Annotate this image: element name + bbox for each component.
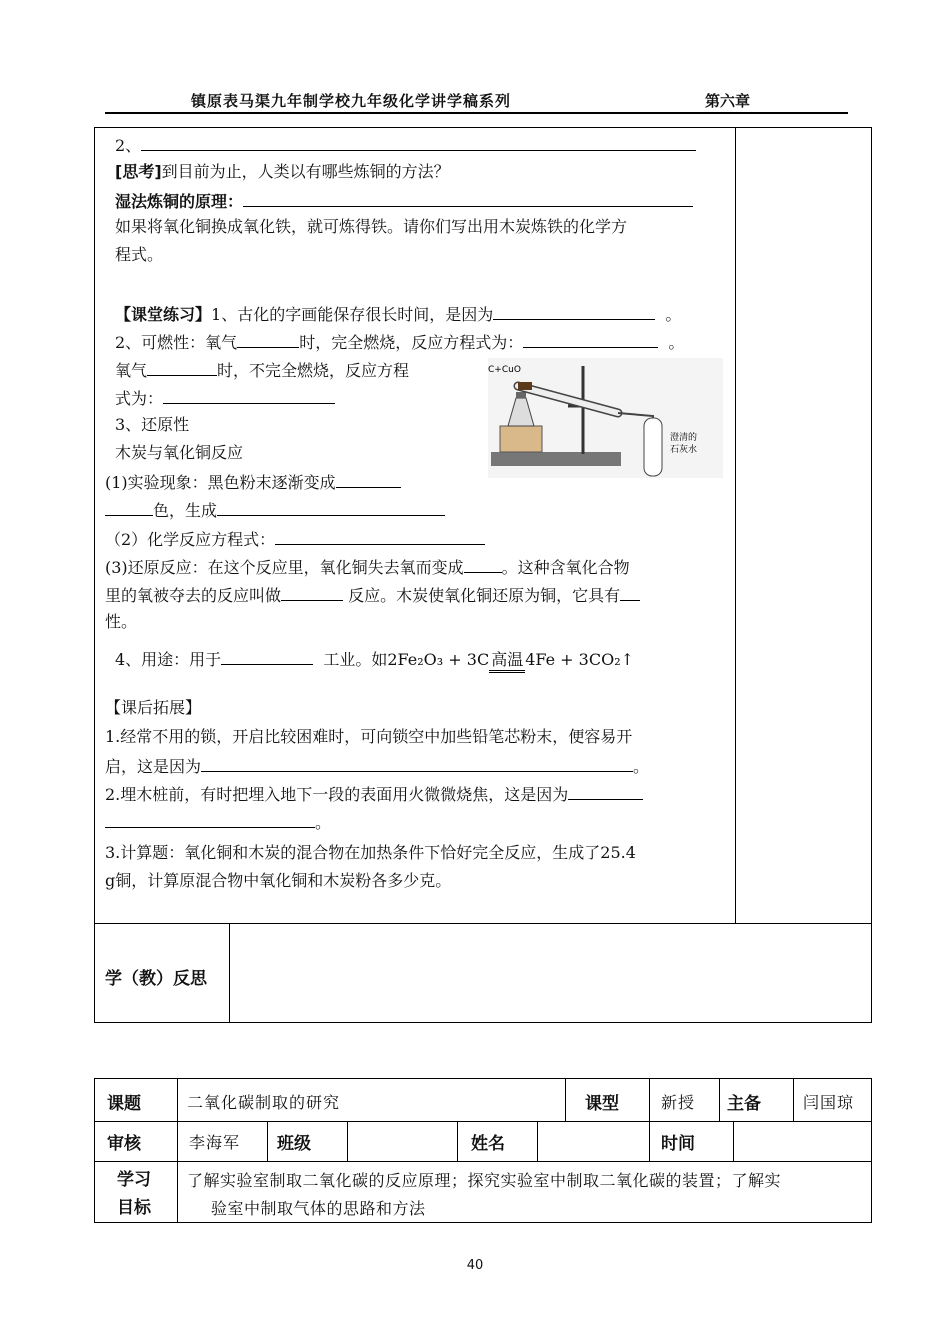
type-value: 新授 (661, 1093, 696, 1112)
lesson-info-table (94, 1078, 872, 1223)
para-iron-2: 程式。 (115, 245, 164, 264)
name-label: 姓名 (471, 1134, 505, 1154)
wet-copper-line: 湿法炼铜的原理： (115, 190, 693, 212)
type-label: 课型 (585, 1094, 619, 1114)
reflection-label: 学（教）反思 (105, 969, 207, 989)
reduction-title: 3、还原性 (115, 415, 190, 434)
goal-label-2: 目标 (117, 1198, 151, 1218)
ext-2b: 。 (105, 811, 331, 833)
equation-line: （2）化学反应方程式： (105, 528, 485, 550)
practice-2b: 氧气 时，不完全燃烧，反应方程 (115, 361, 410, 380)
apparatus-label-lime-1: 澄清的 (670, 433, 698, 443)
reviewer-value: 李海军 (189, 1133, 241, 1152)
topic-label: 课题 (107, 1094, 141, 1114)
practice-1: 【课堂练习】1、古化的字画能保存很长时间，是因为 。 (115, 305, 682, 324)
reduction-apparatus-diagram (488, 358, 723, 478)
ext-1b: 启，这是因为 。 (105, 757, 650, 776)
line-2: 2、 (115, 134, 696, 156)
ext-3b: g铜，计算原混合物中氧化铜和木炭粉各多少克。 (105, 871, 452, 890)
page-number: 40 (466, 1258, 484, 1273)
ext-3a: 3.计算题：氧化铜和木炭的混合物在加热条件下恰好完全反应，生成了25.4 (105, 843, 636, 862)
extension-title: 【课后拓展】 (105, 698, 202, 717)
class-label: 班级 (277, 1134, 311, 1154)
page-header (105, 88, 848, 114)
review-label: 审核 (107, 1134, 141, 1154)
ext-2a: 2.埋木桩前，有时把埋入地下一段的表面用火微微烧焦，这是因为 (105, 783, 643, 805)
phenomenon-line: (1)实验现象：黑色粉末逐渐变成 (105, 471, 401, 493)
goal-text-1: 了解实验室制取二氧化碳的反应原理；探究实验室中制取二氧化碳的装置；了解实 (187, 1171, 782, 1190)
apparatus-label-reactants: C+CuO (488, 365, 521, 375)
lead-value: 闫国琼 (803, 1093, 855, 1112)
phenomenon-line-2: 色，生成 (105, 499, 445, 521)
para-iron-1: 如果将氧化铜换成氧化铁，就可炼得铁。请你们写出用木炭炼铁的化学方 (115, 217, 628, 236)
practice-2: 2、可燃性：氧气 时，完全燃烧，反应方程式为： 。 (115, 333, 685, 352)
usage-line: 4、用途：用于 工业。如2Fe₂O₃ + 3C 高温 4Fe + 3CO₂↑ (115, 648, 634, 673)
header-title: 镇原表马渠九年制学校九年级化学讲学稿系列 (191, 92, 512, 110)
reduction-reaction: (3)还原反应：在这个反应里，氧化铜失去氧而变成 。这种含氧化合物 (105, 558, 630, 577)
reduction-reaction-2: 里的氧被夺去的反应叫做 反应。木炭使氧化铜还原为铜，它具有 (105, 584, 640, 606)
apparatus-label-lime-2: 石灰水 (670, 445, 698, 455)
reduction-reaction-3: 性。 (105, 612, 138, 631)
ext-1a: 1.经常不用的锁，开启比较困难时，可向锁空中加些铅笔芯粉末，便容易开 (105, 727, 633, 746)
lesson-content-box (94, 127, 872, 1023)
reduction-subtitle: 木炭与氧化铜反应 (115, 443, 244, 462)
practice-2c: 式为： (115, 387, 335, 409)
lead-label: 主备 (727, 1094, 761, 1114)
time-label: 时间 (661, 1134, 695, 1154)
header-chapter: 第六章 (705, 92, 751, 110)
goal-text-2: 验室中制取气体的思路和方法 (211, 1199, 426, 1218)
think-line: [思考]到目前为止，人类以有哪些炼铜的方法？ (115, 162, 450, 181)
topic-value: 二氧化碳制取的研究 (187, 1093, 341, 1112)
goal-label-1: 学习 (117, 1170, 151, 1190)
